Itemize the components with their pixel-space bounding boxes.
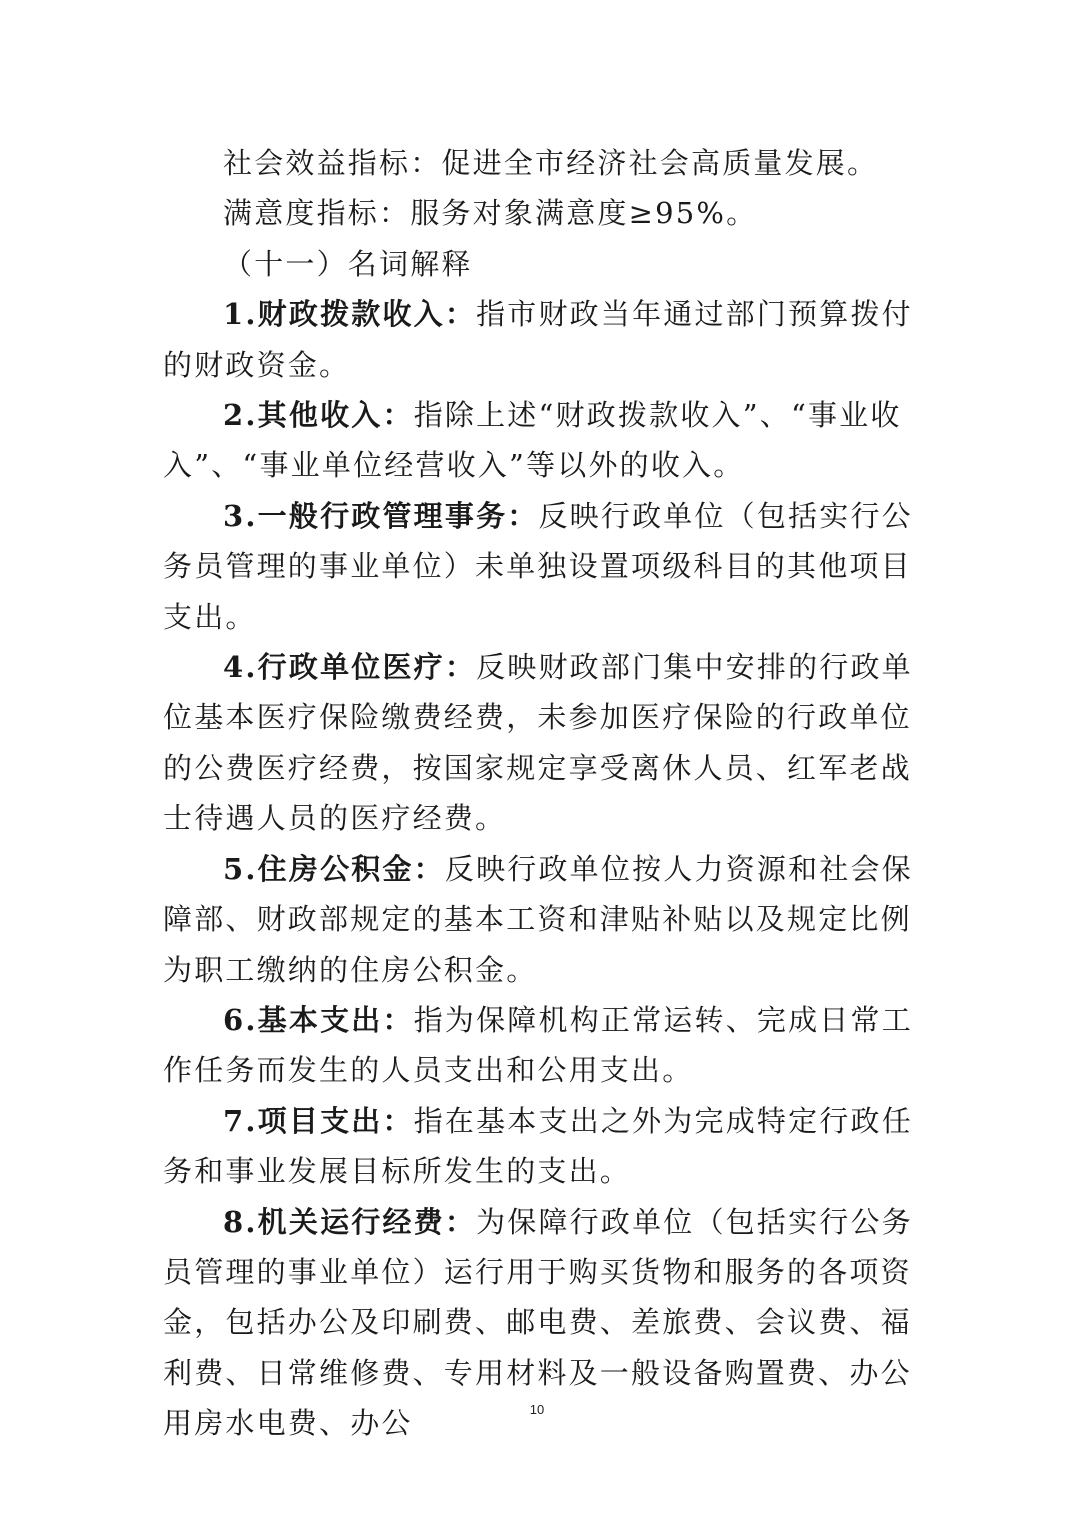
glossary-term: 5.住房公积金：: [223, 851, 445, 886]
glossary-item-7: [163, 1096, 915, 1197]
glossary-definition: 反映行政单位按人力资源和社会保障部、财政部规定的基本工资和津贴补贴以及规定比例为职工缴纳的住房公积金。: [163, 851, 913, 987]
glossary-item-4: [163, 642, 915, 844]
glossary-term: 3.一般行政管理事务：: [223, 498, 539, 533]
glossary-item-2: [163, 390, 915, 491]
glossary-definition: 指除上述“财政拨款收入”、“事业收入”、“事业单位经营收入”等以外的收入。: [163, 398, 902, 483]
glossary-term: 2.其他收入：: [223, 398, 414, 433]
paragraph-text: 满意度指标：服务对象满意度≥95%。: [223, 196, 758, 231]
glossary-item-5: [163, 844, 915, 995]
heading-text: （十一）名词解释: [223, 246, 473, 281]
paragraph-social-benefit: [163, 138, 915, 188]
glossary-term: 4.行政单位医疗：: [223, 650, 477, 685]
section-heading-glossary: [163, 239, 915, 289]
glossary-term: 1.财政拨款收入：: [223, 297, 477, 332]
glossary-term: 8.机关运行经费：: [223, 1204, 477, 1239]
glossary-term: 6.基本支出：: [223, 1002, 414, 1037]
page-body: [163, 138, 915, 1449]
glossary-definition: 指为保障机构正常运转、完成日常工作任务而发生的人员支出和公用支出。: [163, 1002, 913, 1088]
glossary-item-1: [163, 289, 915, 390]
page-number: 10: [529, 1402, 545, 1417]
glossary-definition: 指在基本支出之外为完成特定行政任务和事业发展目标所发生的支出。: [163, 1103, 913, 1189]
paragraph-satisfaction: [163, 188, 915, 238]
glossary-definition: 为保障行政单位（包括实行公务员管理的事业单位）运行用于购买货物和服务的各项资金，包括办公及印刷费、邮电费、差旅费、会议费、福利费、日常维修费、专用材料及一般设备购置费、办公用房水电费、办公: [163, 1204, 913, 1441]
glossary-definition: 反映财政部门集中安排的行政单位基本医疗保险缴费经费，未参加医疗保险的行政单位的公费医疗经费，按国家规定享受离休人员、红军老战士待遇人员的医疗经费。: [163, 650, 913, 836]
glossary-definition: 反映行政单位（包括实行公务员管理的事业单位）未单独设置项级科目的其他项目支出。: [163, 498, 913, 634]
glossary-definition: 指市财政当年通过部门预算拨付的财政资金。: [163, 297, 913, 382]
glossary-item-6: [163, 995, 915, 1096]
glossary-item-3: [163, 491, 915, 642]
glossary-term: 7.项目支出：: [223, 1103, 414, 1138]
paragraph-text: 社会效益指标：促进全市经济社会高质量发展。: [223, 146, 879, 180]
